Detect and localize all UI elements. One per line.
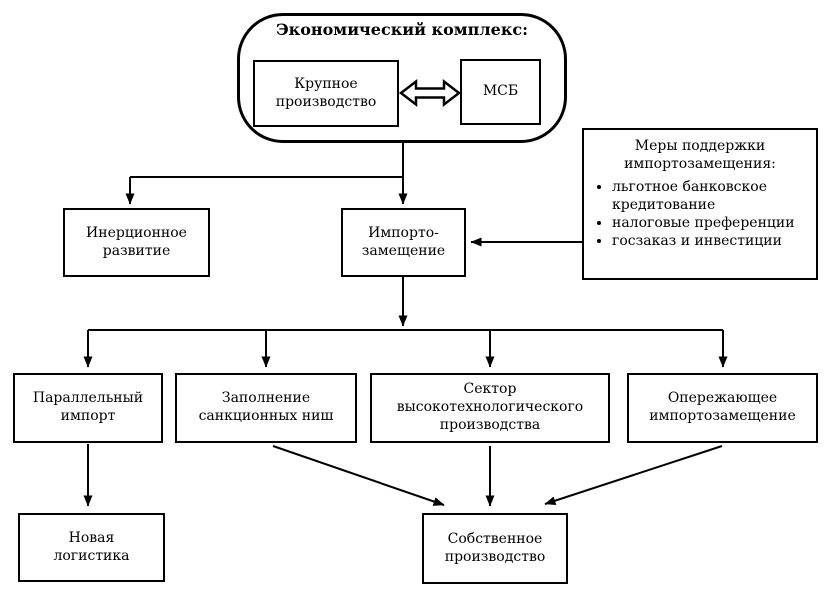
support-measures-title: Меры поддержки импортозамещения:	[624, 138, 776, 172]
own-production-label: Собственное производство	[444, 530, 546, 565]
support-measures-list	[592, 179, 808, 251]
connector-niches-to-own-production	[273, 446, 444, 505]
node-parallel-import	[13, 373, 163, 443]
support-measure-item: • льготное банковское кредитование	[612, 179, 808, 215]
support-measure-item: • госзаказ и инвестиции	[612, 233, 808, 251]
node-advanced-import-substitution	[627, 373, 818, 443]
node-large-production	[253, 60, 399, 127]
import-substitution-label: Импорто-замещение	[361, 224, 446, 259]
large-production-label: Крупное производство	[275, 75, 377, 110]
node-hightech-sector	[370, 373, 610, 443]
node-import-substitution	[341, 208, 466, 277]
hightech-sector-label: Сектор высокотехнологического производства	[396, 381, 584, 433]
inertial-development-label: Инерционное развитие	[86, 224, 187, 259]
new-logistics-label: Новая логистика	[53, 529, 130, 564]
node-new-logistics	[18, 513, 165, 582]
connector-advanced-to-own-production	[545, 446, 722, 504]
economic-complex-title: Экономический комплекс:	[275, 20, 529, 39]
sanction-niches-label: Заполнение санкционных ниш	[198, 390, 334, 424]
node-sanction-niches	[175, 373, 357, 443]
node-support-measures	[582, 128, 818, 280]
parallel-import-label: Параллельный импорт	[32, 390, 144, 424]
node-own-production	[422, 513, 568, 584]
node-inertial-development	[63, 208, 210, 277]
msb-label: МСБ	[482, 83, 519, 100]
advanced-import-substitution-label: Опережающее импортозамещение	[649, 390, 796, 424]
node-msb	[460, 59, 541, 125]
support-measure-item: • налоговые преференции	[612, 215, 808, 233]
